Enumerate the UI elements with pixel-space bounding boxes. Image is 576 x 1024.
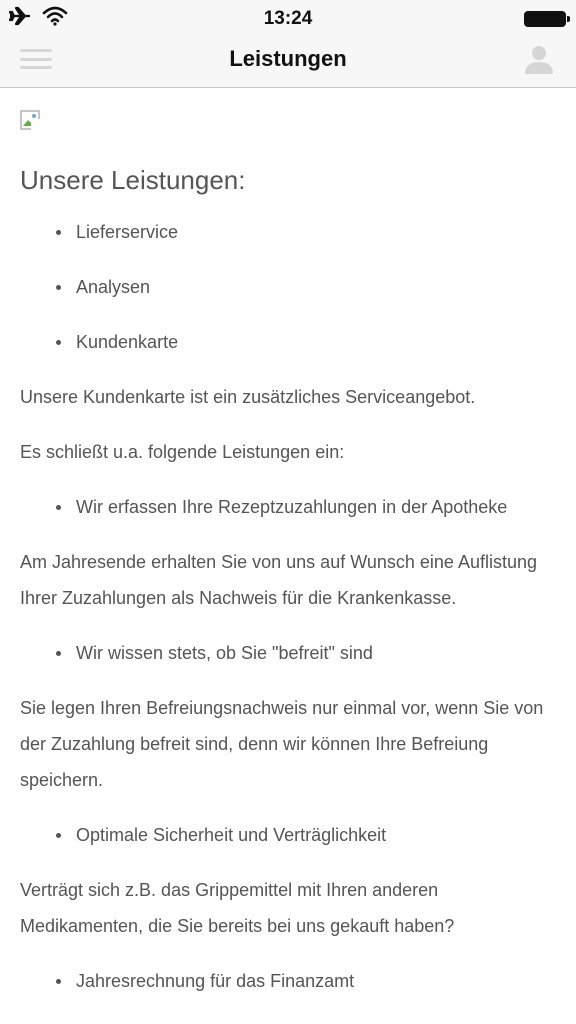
list-item: Wir erfassen Ihre Rezeptzuzahlungen in der Apotheke <box>56 489 556 525</box>
status-time: 13:24 <box>263 8 313 29</box>
paragraph: Unsere Kundenkarte ist ein zusätzliches Serviceangebot. <box>20 387 476 407</box>
list-item: Jahresrechnung für das Finanzamt <box>56 963 556 999</box>
benefit-list <box>56 817 556 853</box>
main-content <box>0 88 576 999</box>
nav-bar <box>0 36 576 88</box>
user-icon[interactable] <box>522 42 556 76</box>
status-bar <box>0 0 576 36</box>
list-item: Optimale Sicherheit und Verträglichkeit <box>56 817 556 853</box>
paragraph: Es schließt u.a. folgende Leistungen ein: <box>20 442 345 462</box>
list-item: Analysen <box>56 269 556 305</box>
list-item: Lieferservice <box>56 214 556 250</box>
services-list <box>56 214 556 360</box>
benefit-list <box>56 635 556 671</box>
benefit-list <box>56 489 556 525</box>
benefit-list <box>56 963 556 999</box>
paragraph: Verträgt sich z.B. das Grippemittel mit Ihren anderen Medikamenten, die Sie bereits bei uns gekauft haben? <box>20 880 455 936</box>
battery-icon <box>524 11 566 27</box>
section-heading: Unsere Leistungen: <box>20 165 246 195</box>
paragraph: Sie legen Ihren Befreiungsnachweis nur einmal vor, wenn Sie von der Zuzahlung befreit sind, denn wir können Ihre Befreiung speichern. <box>20 698 544 790</box>
broken-image-icon <box>20 110 42 132</box>
page-title: Leistungen <box>229 46 347 71</box>
paragraph: Am Jahresende erhalten Sie von uns auf Wunsch eine Auflistung Ihrer Zuzahlungen als Nachweis für die Krankenkasse. <box>20 552 537 608</box>
list-item: Wir wissen stets, ob Sie "befreit" sind <box>56 635 556 671</box>
list-item: Kundenkarte <box>56 324 556 360</box>
